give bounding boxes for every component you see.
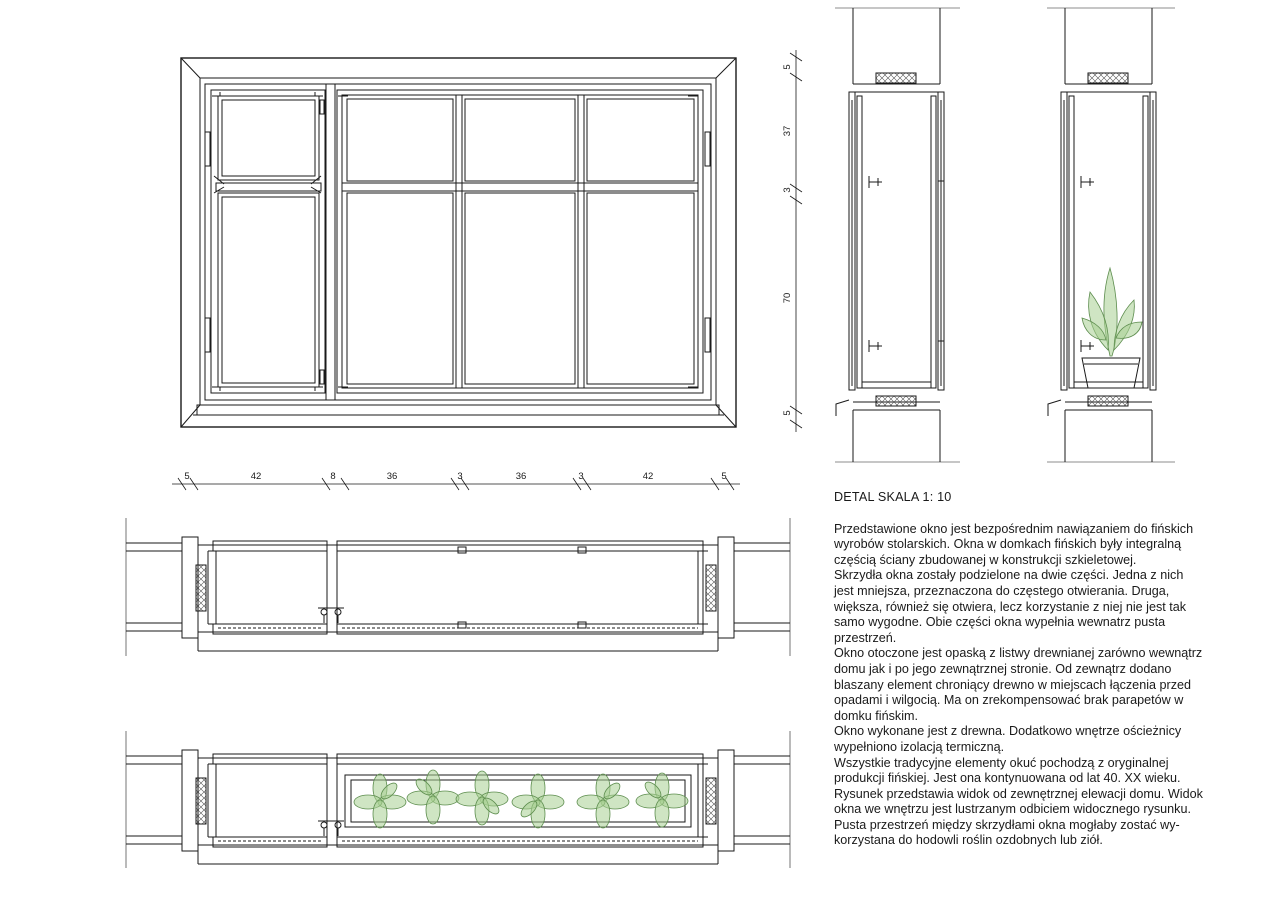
description-paragraph: Okno otoczone jest opaską z listwy drewnianej zarówno wewnątrz domu jak i po jego zewnątrznej stronie. Od zewnątrz dodano blaszany element chroniący drewno w miejscach łączenia przed opadami i wilgocią. Ma on zrekompensować brak parapetów w domku fińskim. — [834, 646, 1203, 723]
dim-v-2: 37 — [782, 125, 793, 137]
description-paragraph: Wszystkie tradycyjne elementy okuć pochodzą z oryginalnej produkcji fińskiej. Jest ona kontynuowana od lat 40. XX wieku. — [834, 755, 1181, 786]
plant-sketch-section — [1082, 268, 1142, 356]
horizontal-section-empty — [126, 518, 790, 656]
dim-h-5: 3 — [457, 471, 463, 482]
dim-h-9: 5 — [721, 471, 727, 482]
description-paragraph: Skrzydła okna zostały podzielone na dwie części. Jedna z nich jest mniejsza, przeznaczona do częstego otwierania. Druga, większa, również się otwiera, lecz korzystanie z niej nie jest tak samo wygodne. Obie części okna wypełnia wewnatrz pusta przestrzeń. — [834, 568, 1187, 645]
plant-sketches-plan — [354, 770, 688, 828]
description-paragraph: Przedstawione okno jest bezpośrednim nawiązaniem do fińskich wyrobów stolarskich. Okna w domkach fińskich były integralną częścią ściany zbudowanej w konstrukcji szkieletowej. — [834, 521, 1194, 567]
dim-h-8: 42 — [642, 471, 654, 482]
description-paragraph: Okno wykonane jest z drewna. Dodatkowo wnętrze ościeżnicy wypełniono izolacją termiczną. — [834, 724, 1182, 754]
dim-h-1: 5 — [184, 471, 190, 482]
dim-v-3: 3 — [782, 187, 793, 193]
vertical-section-with-plant — [1047, 8, 1175, 462]
vertical-section-empty — [835, 8, 960, 462]
dim-h-4: 36 — [386, 471, 398, 482]
description-text — [834, 522, 1204, 849]
dim-h-2: 42 — [250, 471, 262, 482]
window-front-elevation — [181, 58, 736, 427]
dim-v-1: 5 — [782, 64, 793, 70]
description-paragraph: Pusta przestrzeń między skrzydłami okna mogłaby zostać wy-korzystana do hodowli roślin ozdobnych lub ziół. — [834, 817, 1180, 848]
dim-h-7: 3 — [578, 471, 584, 482]
dim-v-5: 5 — [782, 410, 793, 416]
detail-scale-title: DETAL SKALA 1: 10 — [834, 490, 952, 504]
dim-h-3: 8 — [330, 471, 336, 482]
dim-h-6: 36 — [515, 471, 527, 482]
description-panel — [834, 490, 1204, 849]
dim-v-4: 70 — [782, 292, 793, 304]
horizontal-dimension-labels — [184, 471, 726, 482]
vertical-dimension-chain — [790, 50, 802, 432]
vertical-dimension-labels — [782, 64, 793, 415]
description-paragraph: Rysunek przedstawia widok od zewnętrznej elewacji domu. Widok okna we wnętrzu jest lustrzanym odbiciem widocznego rysunku. — [834, 786, 1203, 817]
